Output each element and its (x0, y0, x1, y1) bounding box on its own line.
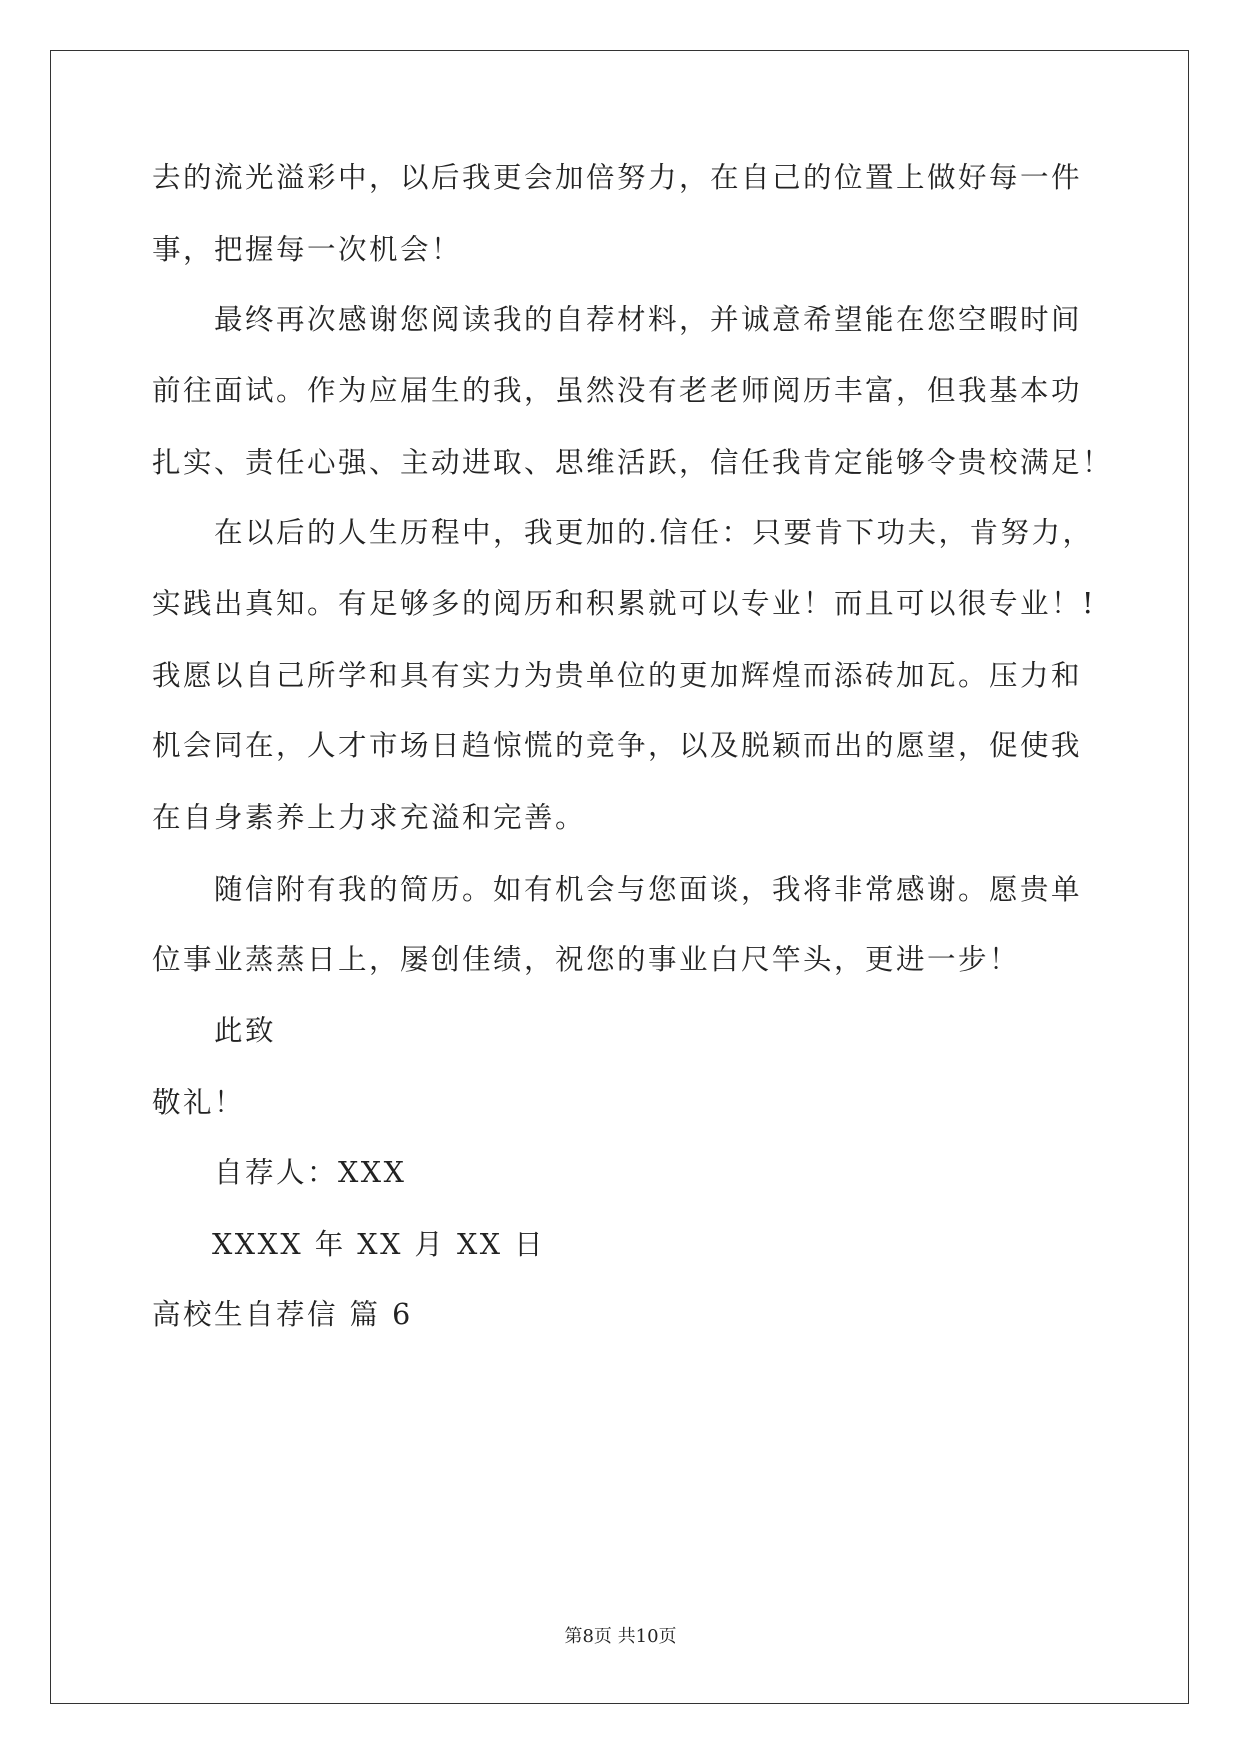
salutation-line: 敬礼！ (152, 1086, 246, 1119)
body-line-4: 前往面试。作为应届生的我，虽然没有老老师阅历丰富，但我基本功 (152, 374, 1083, 407)
body-line-6: 在以后的人生历程中，我更加的.信任：只要肯下功夫，肯努力， (214, 516, 1094, 549)
section-heading: 高校生自荐信 篇 6 (152, 1298, 413, 1331)
body-line-10: 在自身素养上力求充溢和完善。 (152, 801, 587, 834)
body-line-3: 最终再次感谢您阅读我的自荐材料，并诚意希望能在您空暇时间 (214, 303, 1083, 336)
body-line-1: 去的流光溢彩中，以后我更会加倍努力，在自己的位置上做好每一件 (152, 161, 1083, 194)
closing-line: 此致 (214, 1014, 277, 1047)
body-line-8: 我愿以自己所学和具有实力为贵单位的更加辉煌而添砖加瓦。压力和 (152, 659, 1083, 692)
signature-line: 自荐人：XXX (214, 1156, 407, 1189)
body-line-2: 事，把握每一次机会！ (152, 233, 463, 266)
body-line-9: 机会同在，人才市场日趋惊慌的竞争，以及脱颖而出的愿望，促使我 (152, 729, 1083, 762)
body-line-5: 扎实、责任心强、主动进取、思维活跃，信任我肯定能够令贵校满足！ (152, 446, 1114, 479)
body-line-7: 实践出真知。有足够多的阅历和积累就可以专业！而且可以很专业！! (152, 587, 1096, 620)
body-line-11: 随信附有我的简历。如有机会与您面谈，我将非常感谢。愿贵单 (214, 873, 1083, 906)
body-line-12: 位事业蒸蒸日上，屡创佳绩，祝您的事业白尺竿头，更进一步！ (152, 943, 1021, 976)
page-number-footer: 第8页 共10页 (564, 1626, 677, 1647)
date-line: XXXX 年 XX 月 XX 日 (212, 1228, 546, 1261)
